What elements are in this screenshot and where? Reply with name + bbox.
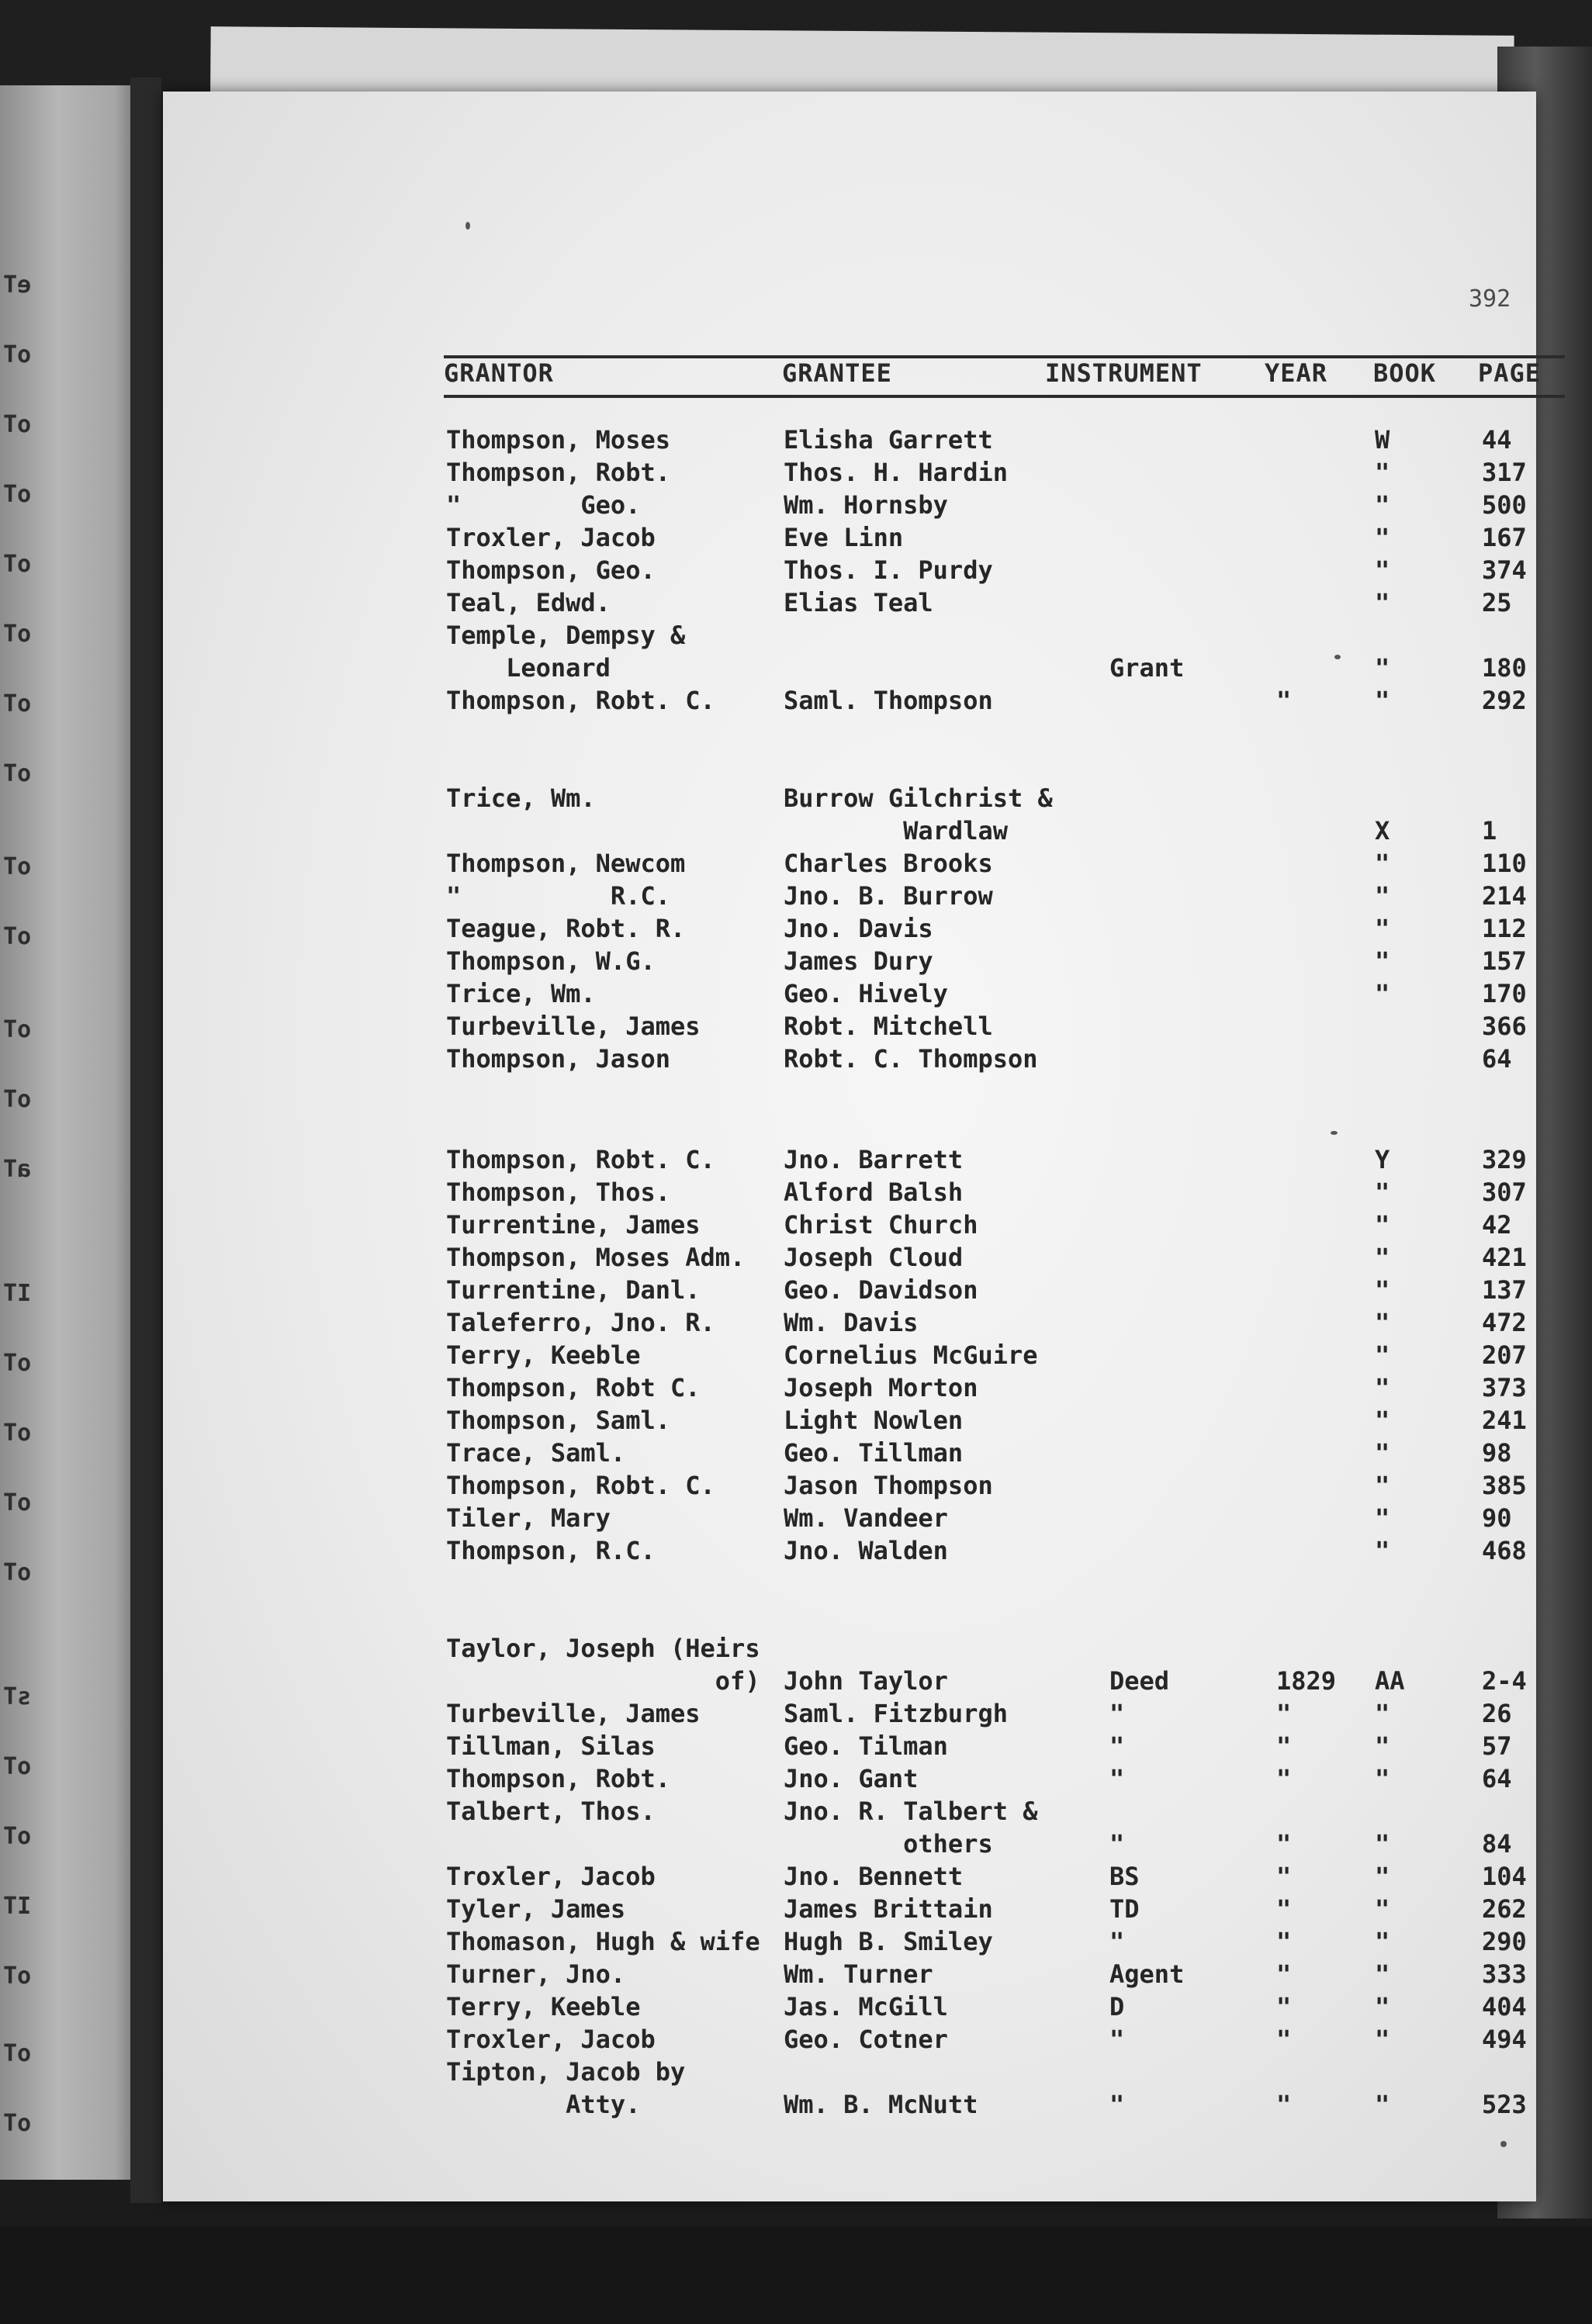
cell-page: 472	[1482, 1308, 1527, 1337]
cell-page: 404	[1482, 1992, 1527, 2021]
table-row	[163, 1176, 1592, 1209]
cell-grantor: Troxler, Jacob	[446, 2025, 656, 2054]
cell-page: 214	[1482, 881, 1527, 911]
cell-grantor: Thompson, Robt. C.	[446, 686, 715, 715]
table-row	[163, 1143, 1592, 1176]
table-row	[163, 1502, 1592, 1534]
cell-grantor: Thompson, Robt.	[446, 1764, 670, 1793]
table-row	[163, 977, 1592, 1010]
cell-grantee: James Dury	[784, 946, 933, 976]
cell-page: 385	[1482, 1471, 1527, 1500]
cell-instrument: D	[1109, 1992, 1125, 2021]
cell-grantor: Leonard	[446, 653, 611, 683]
cell-page: 333	[1482, 1959, 1527, 1989]
table-row	[163, 912, 1592, 945]
cell-grantee: Christ Church	[784, 1210, 978, 1240]
cell-grantee: Eve Linn	[784, 523, 904, 552]
table-row	[163, 2023, 1592, 2056]
cell-year: "	[1276, 1699, 1292, 1728]
table-row	[163, 1632, 1592, 1665]
prev-page-fragment: oT	[3, 621, 32, 648]
cell-grantee: Geo. Davidson	[784, 1275, 978, 1305]
cell-grantor: Tipton, Jacob by	[446, 2057, 686, 2087]
cell-grantor: Temple, Dempsy &	[446, 621, 686, 650]
cell-grantee: Charles Brooks	[784, 849, 993, 878]
table-row	[163, 1209, 1592, 1241]
cell-book: "	[1375, 1992, 1390, 2021]
cell-grantee: Burrow Gilchrist &	[784, 783, 1053, 813]
cell-grantee: Jno. Gant	[784, 1764, 919, 1793]
table-row	[163, 1795, 1592, 1828]
header-page: PAGE	[1478, 358, 1542, 388]
cell-book: "	[1375, 1927, 1390, 1956]
ink-speck	[1500, 2141, 1507, 2147]
cell-page: 57	[1482, 1731, 1512, 1761]
table-row	[163, 1730, 1592, 1762]
cell-instrument: "	[1109, 1731, 1125, 1761]
cell-grantee: Cornelius McGuire	[784, 1340, 1038, 1370]
cell-grantor: Thompson, Thos.	[446, 1178, 670, 1207]
prev-page-fragment: oT	[3, 760, 32, 787]
cell-grantee: Jno. B. Burrow	[784, 881, 993, 911]
film-border-bottom	[0, 2226, 1592, 2324]
header-grantee: GRANTEE	[782, 358, 892, 388]
cell-grantor: Thompson, Moses	[446, 425, 670, 455]
table-row	[163, 619, 1592, 652]
table-row	[163, 1697, 1592, 1730]
cell-page: 157	[1482, 946, 1527, 976]
cell-year: "	[1276, 1894, 1292, 1924]
table-row	[163, 880, 1592, 912]
cell-book: "	[1375, 1471, 1390, 1500]
prev-page-fragment: sT	[3, 1683, 32, 1710]
table-row	[163, 2056, 1592, 2088]
cell-instrument: Deed	[1109, 1666, 1170, 1696]
table-row	[163, 1306, 1592, 1339]
cell-grantor: " Geo.	[446, 490, 641, 520]
prev-page-fragment: IT	[3, 1893, 32, 1920]
cell-grantor: Turner, Jno.	[446, 1959, 626, 1989]
cell-book: "	[1375, 1438, 1390, 1468]
cell-grantee: Wm. Vandeer	[784, 1503, 948, 1533]
cell-book: "	[1375, 979, 1390, 1008]
table-row	[163, 652, 1592, 684]
cell-page: 329	[1482, 1145, 1527, 1174]
table-row	[163, 2088, 1592, 2121]
cell-year: "	[1276, 1927, 1292, 1956]
cell-grantee: Hugh B. Smiley	[784, 1927, 993, 1956]
cell-book: "	[1375, 1275, 1390, 1305]
cell-instrument: Agent	[1109, 1959, 1185, 1989]
prev-page-fragment: eT	[3, 271, 32, 299]
cell-grantor: Thomason, Hugh & wife	[446, 1927, 760, 1956]
cell-grantor: Tiler, Mary	[446, 1503, 611, 1533]
cell-page: 307	[1482, 1178, 1527, 1207]
prev-page-fragment: oT	[3, 551, 32, 578]
cell-grantor: Thompson, Robt. C.	[446, 1145, 715, 1174]
cell-grantee: Wm. Turner	[784, 1959, 933, 1989]
prev-page-fragment: aT	[3, 1156, 32, 1183]
cell-year: 1829	[1276, 1666, 1337, 1696]
cell-instrument: "	[1109, 1829, 1125, 1859]
prev-page-fragment: oT	[3, 1086, 32, 1113]
cell-year: "	[1276, 1959, 1292, 1989]
prev-page-fragment: oT	[3, 853, 32, 880]
cell-book: Y	[1375, 1145, 1390, 1174]
cell-grantor: Turrentine, Danl.	[446, 1275, 701, 1305]
cell-book: "	[1375, 686, 1390, 715]
cell-grantor: Atty.	[446, 2090, 641, 2119]
cell-page: 112	[1482, 914, 1527, 943]
cell-page: 207	[1482, 1340, 1527, 1370]
cell-grantee: Jason Thompson	[784, 1471, 993, 1500]
cell-grantee: Thos. I. Purdy	[784, 555, 993, 585]
table-row	[163, 1274, 1592, 1306]
cell-page: 104	[1482, 1862, 1527, 1891]
prev-page-fragment: oT	[3, 411, 32, 438]
cell-page: 262	[1482, 1894, 1527, 1924]
cell-page: 366	[1482, 1012, 1527, 1041]
prev-page-fragment: oT	[3, 341, 32, 368]
cell-grantor: Thompson, Moses Adm.	[446, 1243, 746, 1272]
cell-grantee: Elias Teal	[784, 588, 933, 617]
cell-year: "	[1276, 2090, 1292, 2119]
cell-grantor: Terry, Keeble	[446, 1992, 641, 2021]
cell-year: "	[1276, 2025, 1292, 2054]
prev-page-fragment: oT	[3, 2110, 32, 2137]
cell-instrument: "	[1109, 2090, 1125, 2119]
cell-book: "	[1375, 2090, 1390, 2119]
cell-grantor: Turrentine, James	[446, 1210, 701, 1240]
cell-book: "	[1375, 1340, 1390, 1370]
cell-grantor: Talbert, Thos.	[446, 1797, 656, 1826]
table-row	[163, 1339, 1592, 1371]
table-row	[163, 1893, 1592, 1925]
ink-speck	[1334, 655, 1341, 659]
ink-speck	[1331, 1131, 1338, 1135]
cell-instrument: TD	[1109, 1894, 1140, 1924]
cell-grantor: Thompson, Newcom	[446, 849, 686, 878]
cell-grantee: Geo. Cotner	[784, 2025, 948, 2054]
cell-grantee: Alford Balsh	[784, 1178, 964, 1207]
cell-page: 500	[1482, 490, 1527, 520]
cell-page: 2-4	[1482, 1666, 1527, 1696]
cell-book: "	[1375, 2025, 1390, 2054]
cell-page: 44	[1482, 425, 1512, 455]
cell-grantee: Robt. Mitchell	[784, 1012, 993, 1041]
cell-grantee: Joseph Morton	[784, 1373, 978, 1402]
cell-grantee: Wardlaw	[784, 816, 1008, 846]
cell-book: AA	[1375, 1666, 1405, 1696]
cell-grantee: Elisha Garrett	[784, 425, 993, 455]
cell-book: "	[1375, 555, 1390, 585]
prev-page-fragment: IT	[3, 1280, 32, 1307]
cell-grantor: Teal, Edwd.	[446, 588, 611, 617]
cell-book: "	[1375, 1308, 1390, 1337]
cell-instrument: BS	[1109, 1862, 1140, 1891]
prev-page-fragment: oT	[3, 2040, 32, 2067]
cell-book: "	[1375, 1536, 1390, 1565]
cell-year: "	[1276, 686, 1292, 715]
table-row	[163, 1860, 1592, 1893]
table-row	[163, 1437, 1592, 1469]
cell-instrument: "	[1109, 1699, 1125, 1728]
cell-book: X	[1375, 816, 1390, 846]
table-row	[163, 1404, 1592, 1437]
table-row	[163, 1925, 1592, 1958]
cell-grantor: Thompson, Jason	[446, 1044, 670, 1074]
cell-grantee: Geo. Tillman	[784, 1438, 964, 1468]
cell-year: "	[1276, 1829, 1292, 1859]
table-row	[163, 521, 1592, 554]
header-grantor: GRANTOR	[444, 358, 554, 388]
cell-grantor: Tyler, James	[446, 1894, 626, 1924]
previous-page-edge	[0, 85, 144, 2180]
prev-page-fragment: oT	[3, 481, 32, 508]
cell-page: 42	[1482, 1210, 1512, 1240]
cell-book: "	[1375, 1699, 1390, 1728]
prev-page-fragment: oT	[3, 1823, 32, 1850]
cell-grantee: Geo. Hively	[784, 979, 948, 1008]
prev-page-fragment: oT	[3, 690, 32, 718]
cell-book: "	[1375, 946, 1390, 976]
cell-grantee: Jno. Bennett	[784, 1862, 964, 1891]
table-row	[163, 489, 1592, 521]
cell-grantee: Joseph Cloud	[784, 1243, 964, 1272]
cell-grantee: Saml. Thompson	[784, 686, 993, 715]
cell-grantee: Saml. Fitzburgh	[784, 1699, 1008, 1728]
cell-page: 523	[1482, 2090, 1527, 2119]
cell-book: "	[1375, 1764, 1390, 1793]
document-page	[163, 92, 1542, 2201]
cell-grantor: Taylor, Joseph (Heirs	[446, 1634, 760, 1663]
cell-page: 137	[1482, 1275, 1527, 1305]
cell-page: 90	[1482, 1503, 1512, 1533]
cell-grantor: Thompson, Robt C.	[446, 1373, 701, 1402]
cell-grantee: Jno. Barrett	[784, 1145, 964, 1174]
cell-grantee: Robt. C. Thompson	[784, 1044, 1038, 1074]
cell-page: 421	[1482, 1243, 1527, 1272]
cell-book: "	[1375, 1959, 1390, 1989]
cell-book: "	[1375, 1178, 1390, 1207]
cell-grantor: Thompson, Saml.	[446, 1406, 670, 1435]
table-row	[163, 814, 1592, 847]
cell-page: 110	[1482, 849, 1527, 878]
table-row	[163, 1469, 1592, 1502]
cell-grantee: Geo. Tilman	[784, 1731, 948, 1761]
table-row	[163, 1665, 1592, 1697]
cell-grantor: Trice, Wm.	[446, 783, 596, 813]
cell-book: "	[1375, 458, 1390, 487]
cell-page: 180	[1482, 653, 1527, 683]
cell-grantor: Thompson, Geo.	[446, 555, 656, 585]
cell-book: "	[1375, 1406, 1390, 1435]
cell-grantee: Light Nowlen	[784, 1406, 964, 1435]
cell-book: "	[1375, 653, 1390, 683]
cell-book: W	[1375, 425, 1390, 455]
cell-grantor: Troxler, Jacob	[446, 1862, 656, 1891]
table-row	[163, 554, 1592, 586]
table-row	[163, 1043, 1592, 1075]
cell-book: "	[1375, 1373, 1390, 1402]
cell-book: "	[1375, 1829, 1390, 1859]
page-number: 392	[1469, 285, 1511, 313]
cell-grantor: Turbeville, James	[446, 1012, 701, 1041]
cell-grantee: others	[784, 1829, 993, 1859]
cell-grantor: Thompson, W.G.	[446, 946, 656, 976]
prev-page-fragment: oT	[3, 1350, 32, 1377]
table-row	[163, 586, 1592, 619]
cell-page: 26	[1482, 1699, 1512, 1728]
table-row	[163, 1828, 1592, 1860]
cell-book: "	[1375, 1731, 1390, 1761]
cell-grantor: Terry, Keeble	[446, 1340, 641, 1370]
prev-page-fragment: oT	[3, 1963, 32, 1990]
cell-grantor: Trice, Wm.	[446, 979, 596, 1008]
cell-instrument: Grant	[1109, 653, 1185, 683]
prev-page-fragment: oT	[3, 1420, 32, 1447]
cell-book: "	[1375, 588, 1390, 617]
prev-page-fragment: oT	[3, 1753, 32, 1780]
table-row	[163, 1241, 1592, 1274]
table-row	[163, 945, 1592, 977]
table-row	[163, 1010, 1592, 1043]
table-row	[163, 1958, 1592, 1990]
cell-year: "	[1276, 1862, 1292, 1891]
cell-instrument: "	[1109, 1927, 1125, 1956]
page-gutter	[130, 78, 161, 2203]
cell-year: "	[1276, 1992, 1292, 2021]
cell-page: 170	[1482, 979, 1527, 1008]
cell-page: 64	[1482, 1764, 1512, 1793]
cell-page: 1	[1482, 816, 1497, 846]
cell-instrument: "	[1109, 1764, 1125, 1793]
cell-book: "	[1375, 1210, 1390, 1240]
cell-book: "	[1375, 1243, 1390, 1272]
cell-page: 25	[1482, 588, 1512, 617]
cell-grantee: Jno. Walden	[784, 1536, 948, 1565]
cell-grantor: Troxler, Jacob	[446, 523, 656, 552]
cell-page: 84	[1482, 1829, 1512, 1859]
cell-book: "	[1375, 849, 1390, 878]
cell-book: "	[1375, 881, 1390, 911]
cell-grantee: James Brittain	[784, 1894, 993, 1924]
cell-year: "	[1276, 1731, 1292, 1761]
cell-grantee: Jno. R. Talbert &	[784, 1797, 1038, 1826]
cell-page: 468	[1482, 1536, 1527, 1565]
cell-grantee: Wm. Davis	[784, 1308, 919, 1337]
cell-grantee: John Taylor	[784, 1666, 948, 1696]
deed-entries	[163, 92, 1536, 2201]
cell-grantor: Trace, Saml.	[446, 1438, 626, 1468]
header-year: YEAR	[1265, 358, 1328, 388]
cell-page: 373	[1482, 1373, 1527, 1402]
prev-page-fragment: oT	[3, 1489, 32, 1516]
prev-page-fragment: oT	[3, 1559, 32, 1586]
cell-grantor: Tillman, Silas	[446, 1731, 656, 1761]
table-row	[163, 782, 1592, 814]
header-instrument: INSTRUMENT	[1045, 358, 1203, 388]
cell-grantor: of)	[446, 1666, 760, 1696]
cell-grantee: Wm. Hornsby	[784, 490, 948, 520]
table-row	[163, 847, 1592, 880]
cell-grantor: " R.C.	[446, 881, 670, 911]
ink-speck	[465, 222, 470, 230]
table-row	[163, 1762, 1592, 1795]
cell-page: 64	[1482, 1044, 1512, 1074]
table-row	[163, 456, 1592, 489]
prev-page-fragment: oT	[3, 1016, 32, 1043]
table-row	[163, 424, 1592, 456]
cell-grantor: Turbeville, James	[446, 1699, 701, 1728]
table-row	[163, 1534, 1592, 1567]
cell-grantee: Wm. B. McNutt	[784, 2090, 978, 2119]
cell-instrument: "	[1109, 2025, 1125, 2054]
cell-grantor: Teague, Robt. R.	[446, 914, 686, 943]
prev-page-fragment: oT	[3, 923, 32, 950]
cell-page: 167	[1482, 523, 1527, 552]
cell-book: "	[1375, 1503, 1390, 1533]
cell-grantor: Thompson, Robt.	[446, 458, 670, 487]
table-row	[163, 1371, 1592, 1404]
cell-page: 292	[1482, 686, 1527, 715]
table-row	[163, 684, 1592, 717]
cell-book: "	[1375, 490, 1390, 520]
cell-grantee: Jas. McGill	[784, 1992, 948, 2021]
cell-year: "	[1276, 1764, 1292, 1793]
cell-page: 374	[1482, 555, 1527, 585]
cell-page: 98	[1482, 1438, 1512, 1468]
header-book: BOOK	[1373, 358, 1437, 388]
cell-grantor: Thompson, R.C.	[446, 1536, 656, 1565]
cell-book: "	[1375, 1894, 1390, 1924]
cell-book: "	[1375, 1862, 1390, 1891]
cell-book: "	[1375, 523, 1390, 552]
cell-grantee: Jno. Davis	[784, 914, 933, 943]
cell-grantor: Thompson, Robt. C.	[446, 1471, 715, 1500]
cell-book: "	[1375, 914, 1390, 943]
cell-page: 241	[1482, 1406, 1527, 1435]
cell-grantor: Taleferro, Jno. R.	[446, 1308, 715, 1337]
table-row	[163, 1990, 1592, 2023]
cell-grantee: Thos. H. Hardin	[784, 458, 1008, 487]
cell-page: 290	[1482, 1927, 1527, 1956]
cell-page: 494	[1482, 2025, 1527, 2054]
cell-page: 317	[1482, 458, 1527, 487]
